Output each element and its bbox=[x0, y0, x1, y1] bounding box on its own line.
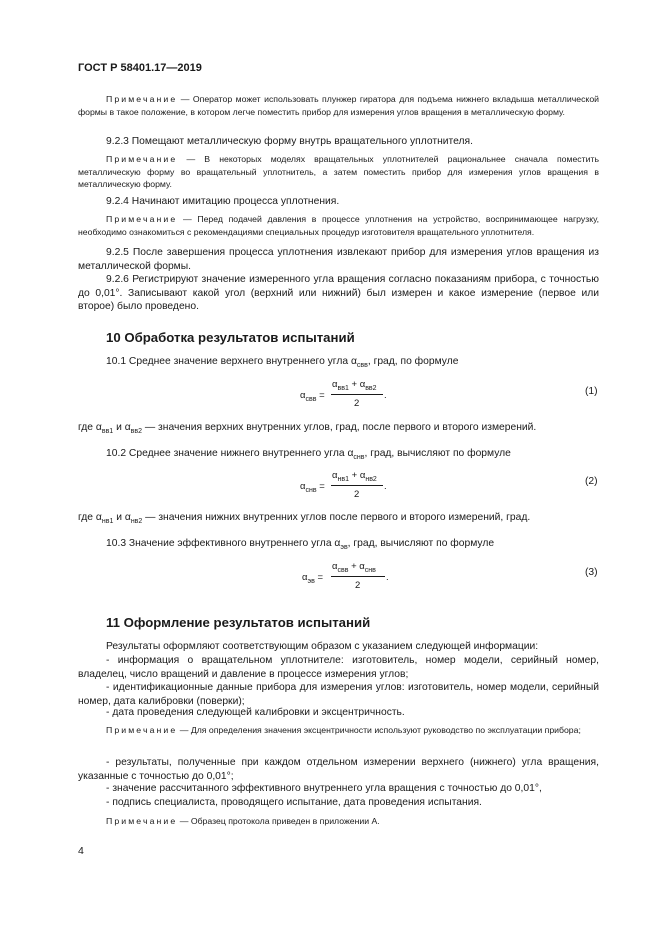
list-item-text: значение рассчитанного эффективного внутреннего угла вращения с точностью до 0,01°, bbox=[112, 783, 542, 794]
list-item-measurement-results bbox=[78, 756, 599, 783]
alpha-nv1-symbol: $\alpha_{нв1}$ bbox=[95, 512, 114, 525]
alpha-nv2-symbol: $\alpha_{нв2}$ bbox=[124, 512, 143, 525]
equation-number-2: (2) bbox=[585, 476, 598, 487]
formula-3-lhs: $\alpha_{эв}$ = bbox=[302, 572, 323, 585]
p101-text: 10.1 Среднее значение верхнего внутреннего угла bbox=[106, 356, 349, 367]
alpha-vv1-symbol: $\alpha_{вв1}$ bbox=[95, 422, 114, 435]
note-text: — В некоторых моделях вращательных уплотнителей рациональнее сначала поместить металлическую форму во вращательный уплотнитель, а затем поместить прибор для измерения углов вращения в металлическую форму. bbox=[78, 154, 599, 190]
section-11-intro: Результаты оформляют соответствующим образом с указанием следующей информации: bbox=[106, 641, 539, 652]
p103-text: 10.3 Значение эффективного внутреннего угла bbox=[106, 538, 332, 549]
list-dash: - bbox=[106, 682, 110, 693]
list-dash: - bbox=[106, 783, 110, 794]
list-item-text: информация о вращательном уплотнителе: изготовитель, номер модели, серийный номер, владелец, число вращений и давление в процессе измерения углов; bbox=[78, 655, 599, 680]
formula-1-denominator: 2 bbox=[354, 398, 360, 409]
formula-3 bbox=[302, 561, 402, 597]
list-dash: - bbox=[106, 757, 110, 768]
p101-text-end: , град, по формуле bbox=[367, 356, 459, 367]
list-item-text: дата проведения следующей калибровки и эксцентричность. bbox=[112, 707, 405, 718]
paragraph-9-2-6: 9.2.6 Регистрируют значение измеренного угла вращения согласно показаниям прибора, с точностью до 0,01°. Записывают какой угол (верхний или нижний) был измерен и какое измерение (первое или второе) было проведено. bbox=[78, 274, 599, 313]
note-label: Примечание bbox=[106, 214, 178, 224]
note-text: — Для определения значения эксцентричности используют руководство по эксплуатации прибора; bbox=[179, 725, 581, 735]
formula-1 bbox=[300, 379, 400, 415]
formula-2-fraction-bar bbox=[331, 485, 383, 486]
paragraph-9-2-5: 9.2.5 После завершения процесса уплотнения извлекают прибор для измерения углов вращения из металлической формы. bbox=[78, 247, 599, 272]
formula-2 bbox=[300, 470, 400, 506]
formula-1-numerator: $\alpha_{вв1} + \alpha_{вв2}$ bbox=[332, 379, 377, 392]
list-item-compactor-info bbox=[78, 654, 599, 681]
note-label: Примечание bbox=[106, 725, 178, 735]
note-eccentricity bbox=[78, 724, 599, 737]
note-label: Примечание bbox=[106, 816, 178, 826]
paragraph-10-1 bbox=[106, 355, 458, 369]
p102-text: 10.2 Среднее значение нижнего внутреннего угла bbox=[106, 448, 345, 459]
formula-3-numerator: $\alpha_{свв} + \alpha_{снв}$ bbox=[332, 561, 376, 574]
list-item-calibration-date bbox=[78, 706, 599, 720]
document-header: ГОСТ Р 58401.17—2019 bbox=[78, 62, 202, 74]
list-item-effective-angle bbox=[78, 782, 599, 796]
paragraph-9-2-4: 9.2.4 Начинают имитацию процесса уплотнения. bbox=[106, 196, 340, 207]
list-item-text: результаты, полученные при каждом отдельном измерении верхнего (нижнего) угла вращения, указанные с точностью до 0,01°; bbox=[78, 757, 599, 782]
equation-number-1: (1) bbox=[585, 386, 598, 397]
list-item-text: подпись специалиста, проводящего испытание, дата проведения испытания. bbox=[112, 797, 482, 808]
section-10-heading: 10 Обработка результатов испытаний bbox=[106, 330, 355, 345]
alpha-svv-symbol: $\alpha_{свв}$ bbox=[350, 356, 368, 369]
formula-3-punct: . bbox=[386, 572, 389, 583]
where-clause-2: где $\alpha_{нв1}$ и $\alpha_{нв2}$ — значения нижних внутренних углов после первого и второго измерений, град. bbox=[78, 512, 531, 525]
formula-3-fraction-bar bbox=[331, 576, 385, 577]
formula-2-numerator: $\alpha_{нв1} + \alpha_{нв2}$ bbox=[332, 470, 377, 483]
note-text: — Образец протокола приведен в приложении А. bbox=[179, 816, 380, 826]
where-clause-1: где $\alpha_{вв1}$ и $\alpha_{вв2}$ — значения верхних внутренних углов, град, после первого и второго измерений. bbox=[78, 422, 537, 435]
formula-3-denominator: 2 bbox=[355, 580, 361, 591]
paragraph-9-2-3: 9.2.3 Помещают металлическую форму внутрь вращательного уплотнителя. bbox=[106, 136, 473, 147]
note-protocol-sample bbox=[78, 815, 599, 828]
alpha-snv-symbol: $\alpha_{снв}$ bbox=[347, 448, 365, 461]
formula-1-punct: . bbox=[384, 390, 387, 401]
page-number: 4 bbox=[78, 845, 84, 857]
paragraph-10-2 bbox=[106, 447, 511, 461]
p102-text-end: , град, вычисляют по формуле bbox=[364, 448, 511, 459]
paragraph-10-3 bbox=[106, 537, 494, 551]
equation-number-3: (3) bbox=[585, 567, 598, 578]
list-dash: - bbox=[106, 655, 110, 666]
formula-1-fraction-bar bbox=[331, 394, 383, 395]
alpha-ev-symbol: $\alpha_{эв}$ bbox=[334, 538, 348, 551]
formula-2-lhs: $\alpha_{снв}$ = bbox=[300, 481, 325, 494]
note-pressure-procedures bbox=[78, 213, 599, 238]
list-item-instrument-id bbox=[78, 681, 599, 708]
list-item-text: идентификационные данные прибора для измерения углов: изготовитель, номер модели, серийный номер, дата калибровки (поверки); bbox=[78, 682, 599, 707]
formula-1-lhs: $\alpha_{свв}$ = bbox=[300, 390, 325, 403]
list-dash: - bbox=[106, 797, 110, 808]
note-label: Примечание bbox=[106, 94, 178, 104]
alpha-vv2-symbol: $\alpha_{вв2}$ bbox=[124, 422, 143, 435]
note-compactor-models bbox=[78, 153, 599, 191]
note-text: — Перед подачей давления в процессе уплотнения на устройство, воспринимающее нагрузку, необходимо ознакомиться с рекомендациями специальных процедур изготовителя вращательного уплотнителя. bbox=[78, 214, 599, 237]
p103-text-end: , град, вычисляют по формуле bbox=[347, 538, 495, 549]
note-label: Примечание bbox=[106, 154, 178, 164]
list-item-signature bbox=[78, 796, 599, 810]
list-dash: - bbox=[106, 707, 110, 718]
note-gyrator-plunger bbox=[78, 93, 599, 118]
formula-2-denominator: 2 bbox=[354, 489, 360, 500]
note-text: — Оператор может использовать плунжер гиратора для подъема нижнего вкладыша металлической формы в такое положение, в котором легче поместить прибор для измерения углов вращения в металлическую форму. bbox=[78, 94, 600, 117]
formula-2-punct: . bbox=[384, 481, 387, 492]
section-11-heading: 11 Оформление результатов испытаний bbox=[106, 615, 371, 630]
